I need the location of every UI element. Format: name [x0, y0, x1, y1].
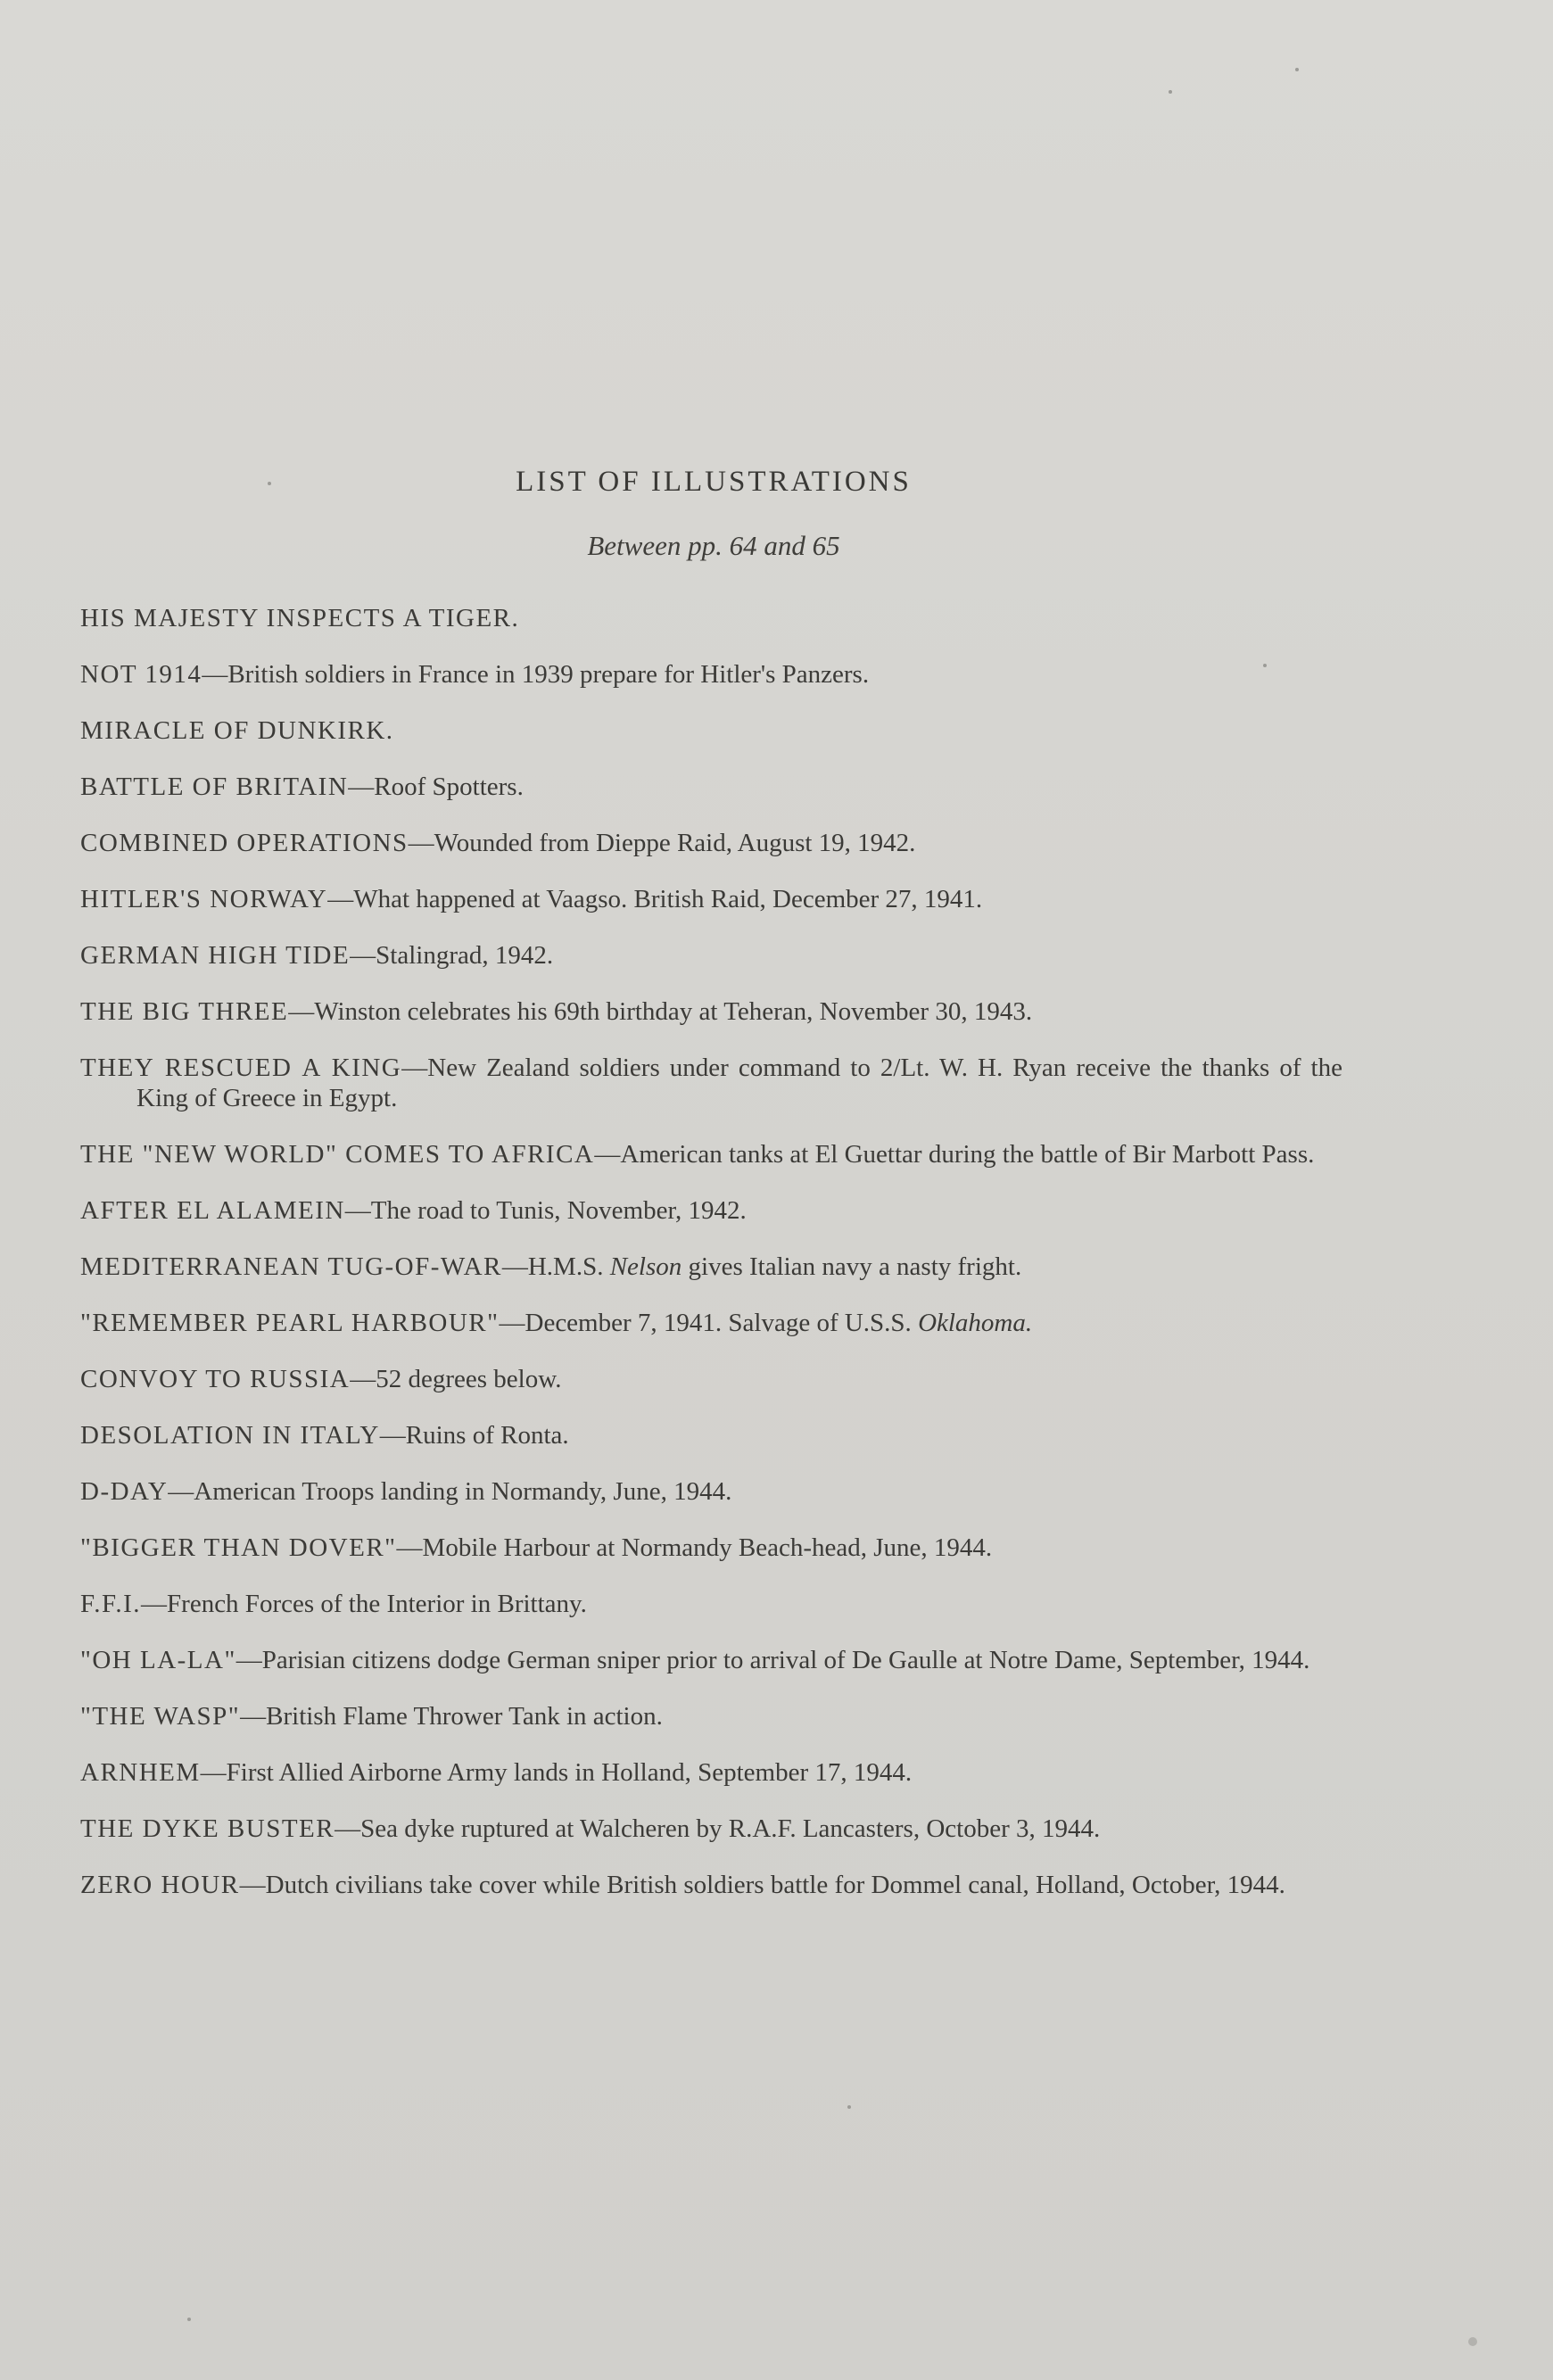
illustration-entry: [80, 940, 1342, 971]
illustration-list: [80, 603, 1342, 1926]
illustration-caption: —American tanks at El Guettar during the battle of Bir Marbott Pass.: [594, 1140, 1315, 1169]
illustration-entry: [80, 828, 1342, 858]
illustration-entry: [80, 1252, 1342, 1282]
illustration-heading: "OH LA-LA": [80, 1646, 236, 1674]
illustration-heading: BATTLE OF BRITAIN: [80, 773, 349, 801]
illustration-ship-name: Oklahoma.: [918, 1309, 1033, 1337]
illustration-heading: COMBINED OPERATIONS: [80, 829, 409, 857]
illustration-heading: GERMAN HIGH TIDE: [80, 941, 351, 970]
page-title: LIST OF ILLUSTRATIONS: [516, 466, 912, 498]
illustration-entry: [80, 1814, 1342, 1844]
illustration-heading: "REMEMBER PEARL HARBOUR": [80, 1309, 500, 1337]
paper-speck: [268, 482, 271, 485]
illustration-entry: [80, 884, 1342, 914]
illustration-heading: CONVOY TO RUSSIA: [80, 1365, 351, 1393]
illustration-caption: —New Zealand soldiers under command to 2/Lt. W. H. Ryan receive the thanks of the King of Greece in Egypt.: [136, 1054, 1342, 1112]
page-subtitle: Between pp. 64 and 65: [587, 530, 840, 561]
paper-speck: [847, 2105, 851, 2109]
illustration-entry: [80, 603, 1342, 633]
illustration-heading: "THE WASP": [80, 1702, 241, 1731]
illustration-heading: ZERO HOUR: [80, 1871, 240, 1899]
illustration-heading: HIS MAJESTY INSPECTS A TIGER.: [80, 604, 520, 632]
illustration-caption: —Sea dyke ruptured at Walcheren by R.A.F. Lancasters, October 3, 1944.: [335, 1814, 1101, 1843]
illustration-entry: [80, 1533, 1342, 1563]
illustration-entry: [80, 1308, 1342, 1338]
paper-speck: [1468, 2337, 1477, 2346]
illustration-ship-name: Nelson: [609, 1252, 682, 1281]
illustration-entry: [80, 1645, 1342, 1675]
illustration-entry: [80, 1701, 1342, 1731]
illustration-entry: [80, 1364, 1342, 1394]
illustration-entry: [80, 1757, 1342, 1788]
illustration-heading: F.F.I.: [80, 1590, 142, 1618]
illustration-caption: —52 degrees below.: [350, 1365, 562, 1393]
illustration-heading: MEDITERRANEAN TUG-OF-WAR: [80, 1252, 502, 1281]
paper-speck: [1263, 664, 1267, 667]
illustration-heading: HITLER'S NORWAY: [80, 885, 328, 913]
illustration-heading: THEY RESCUED A KING: [80, 1054, 402, 1082]
illustration-caption: —Roof Spotters.: [348, 773, 524, 801]
illustration-caption-tail: gives Italian navy a nasty fright.: [682, 1252, 1022, 1281]
illustration-caption: —First Allied Airborne Army lands in Holland, September 17, 1944.: [200, 1758, 913, 1787]
illustration-entry: [80, 659, 1342, 690]
illustration-caption: —American Troops landing in Normandy, June, 1944.: [168, 1477, 732, 1506]
illustration-heading: MIRACLE OF DUNKIRK.: [80, 716, 394, 745]
illustration-caption: —British Flame Thrower Tank in action.: [240, 1702, 663, 1731]
illustration-caption: —December 7, 1941. Salvage of U.S.S.: [499, 1309, 919, 1337]
illustration-heading: "BIGGER THAN DOVER": [80, 1533, 397, 1562]
paper-speck: [187, 2318, 191, 2321]
illustration-entry: [80, 772, 1342, 802]
paper-speck: [1169, 90, 1172, 94]
illustration-caption: —French Forces of the Interior in Brittany.: [141, 1590, 587, 1618]
illustration-caption: —Winston celebrates his 69th birthday at Teheran, November 30, 1943.: [288, 997, 1033, 1026]
illustration-entry: [80, 1589, 1342, 1619]
illustration-entry: [80, 715, 1342, 746]
illustration-caption: —Ruins of Ronta.: [379, 1421, 569, 1450]
illustration-heading: THE BIG THREE: [80, 997, 289, 1026]
illustration-caption: —H.M.S.: [501, 1252, 610, 1281]
illustration-entry: [80, 1870, 1342, 1900]
illustration-entry: [80, 1420, 1342, 1450]
illustration-heading: ARNHEM: [80, 1758, 201, 1787]
illustration-entry: [80, 1139, 1342, 1169]
illustration-heading: THE "NEW WORLD" COMES TO AFRICA: [80, 1140, 595, 1169]
illustration-caption: —Stalingrad, 1942.: [350, 941, 554, 970]
illustration-caption: —The road to Tunis, November, 1942.: [344, 1196, 747, 1225]
illustration-caption: —What happened at Vaagso. British Raid, December 27, 1941.: [327, 885, 983, 913]
illustration-heading: DESOLATION IN ITALY: [80, 1421, 380, 1450]
illustration-heading: THE DYKE BUSTER: [80, 1814, 335, 1843]
illustration-caption: —Mobile Harbour at Normandy Beach-head, June, 1944.: [396, 1533, 993, 1562]
illustration-caption: —British soldiers in France in 1939 prepare for Hitler's Panzers.: [202, 660, 870, 689]
illustration-heading: NOT 1914: [80, 660, 202, 689]
illustration-caption: —Parisian citizens dodge German sniper prior to arrival of De Gaulle at Notre Dame, September, 1944.: [235, 1646, 1310, 1674]
illustration-heading: D-DAY: [80, 1477, 169, 1506]
illustration-entry: [80, 1053, 1342, 1113]
illustration-entry: [80, 996, 1342, 1027]
paper-speck: [1295, 68, 1299, 71]
illustration-entry: [80, 1195, 1342, 1226]
illustration-heading: AFTER EL ALAMEIN: [80, 1196, 345, 1225]
illustration-caption: —Dutch civilians take cover while British soldiers battle for Dommel canal, Holland, October, 1944.: [239, 1871, 1285, 1899]
illustration-caption: —Wounded from Dieppe Raid, August 19, 1942.: [408, 829, 916, 857]
illustration-entry: [80, 1476, 1342, 1507]
